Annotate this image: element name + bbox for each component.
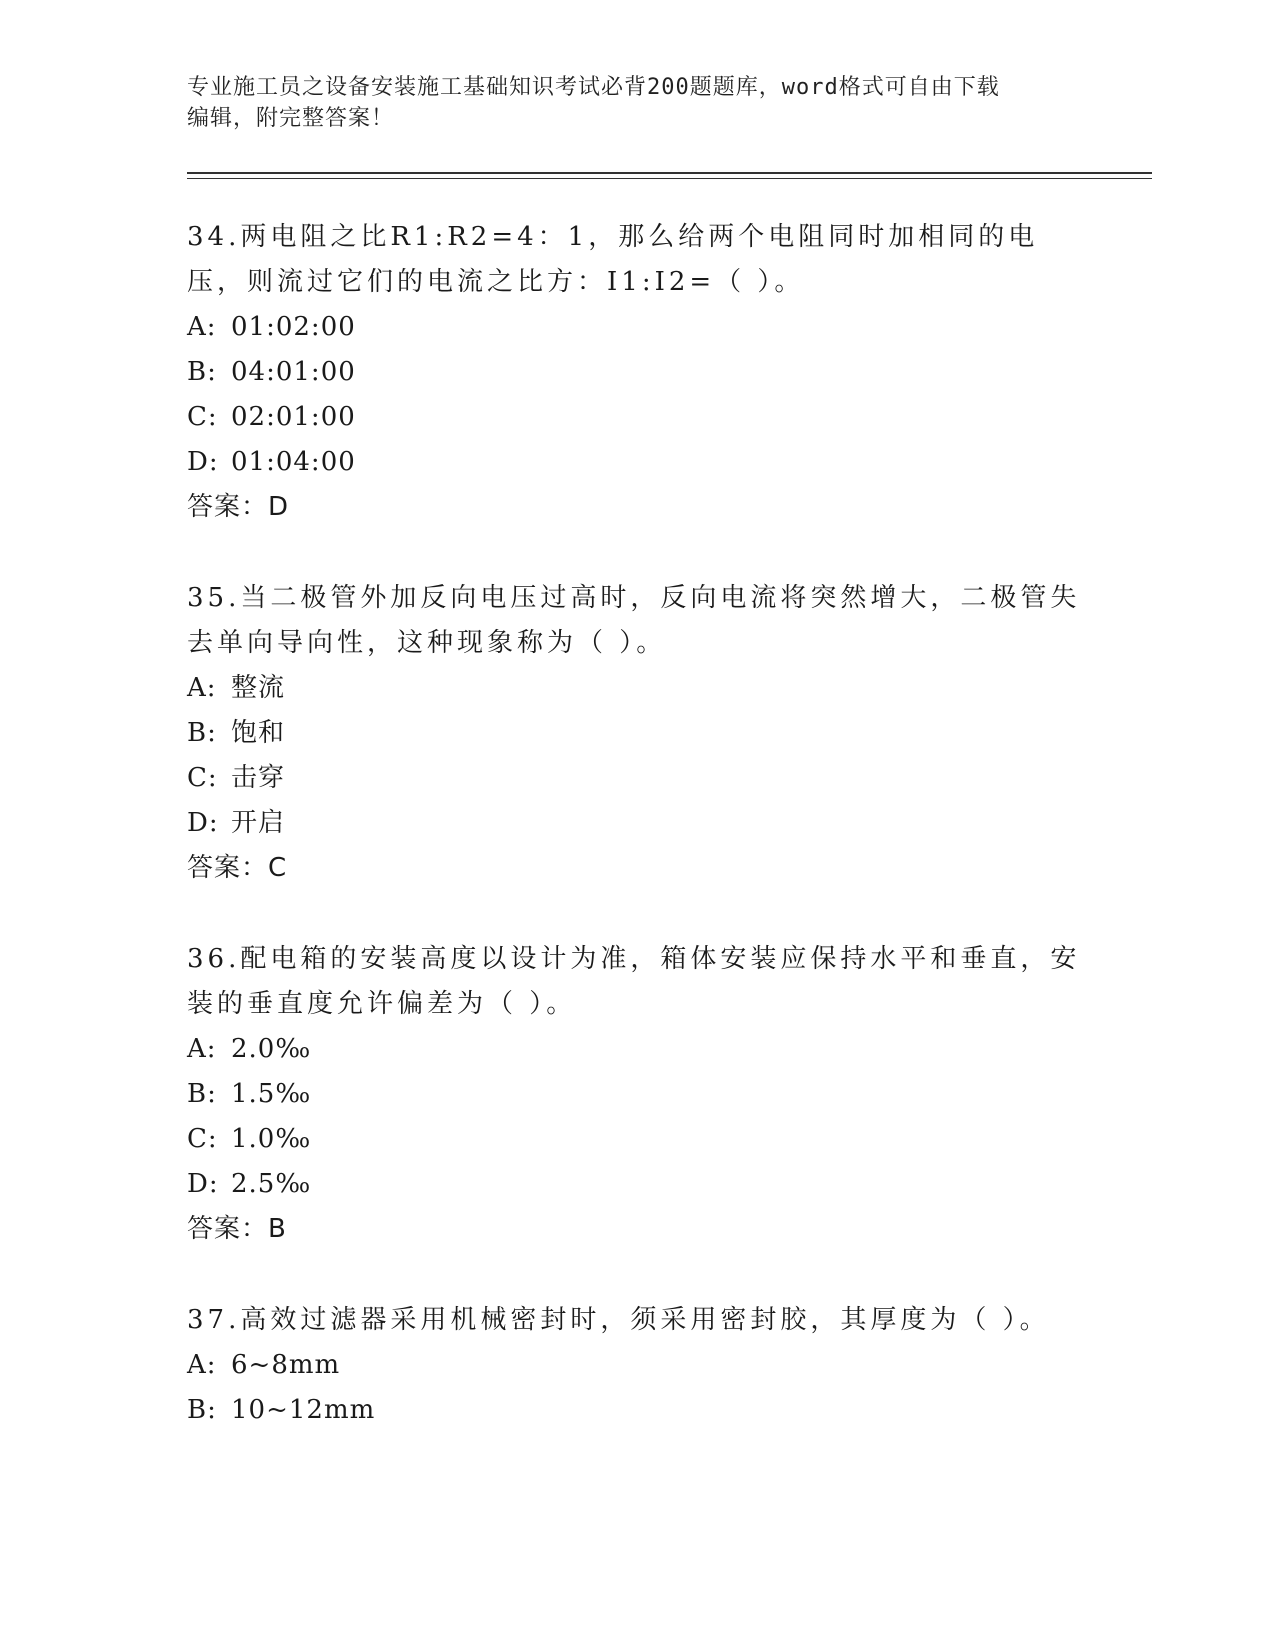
answer: 答案：D xyxy=(187,492,290,522)
option-a xyxy=(187,1027,1147,1072)
option-key: C: xyxy=(187,1124,218,1154)
option-key: B: xyxy=(187,1395,217,1425)
option-a xyxy=(187,666,1147,711)
header-divider xyxy=(187,172,1152,179)
option-b xyxy=(187,350,1147,395)
document-page xyxy=(187,72,1147,1479)
option-value: 整流 xyxy=(231,673,286,703)
option-key: B: xyxy=(187,357,217,387)
option-value: 04:01:00 xyxy=(231,357,356,387)
option-c xyxy=(187,1117,1147,1162)
option-key: B: xyxy=(187,1079,217,1109)
option-key: D: xyxy=(187,1169,219,1199)
option-key: A: xyxy=(187,312,217,342)
option-b xyxy=(187,711,1147,756)
option-key: D: xyxy=(187,808,219,838)
option-value: 1.5‰ xyxy=(231,1079,312,1109)
header-line-2: 编辑，附完整答案！ xyxy=(187,106,395,131)
option-c xyxy=(187,756,1147,801)
option-b xyxy=(187,1072,1147,1117)
option-value: 2.5‰ xyxy=(231,1169,312,1199)
option-value: 6~8mm xyxy=(231,1350,341,1380)
question-35 xyxy=(187,576,1147,891)
option-value: 击穿 xyxy=(231,763,286,793)
option-key: C: xyxy=(187,402,218,432)
header-line-1: 专业施工员之设备安装施工基础知识考试必背200题题库，word格式可自由下载 xyxy=(187,75,1000,100)
option-value: 开启 xyxy=(231,808,286,838)
option-key: D: xyxy=(187,447,219,477)
question-text: 35.当二极管外加反向电压过高时，反向电流将突然增大，二极管失去单向导向性，这种现象称为（ ）。 xyxy=(187,583,1081,658)
option-value: 饱和 xyxy=(231,718,286,748)
option-a xyxy=(187,305,1147,350)
option-d xyxy=(187,1162,1147,1207)
option-a xyxy=(187,1343,1147,1388)
document-header xyxy=(187,72,1067,134)
option-key: A: xyxy=(187,1350,217,1380)
option-b xyxy=(187,1388,1147,1433)
option-value: 02:01:00 xyxy=(231,402,356,432)
option-value: 1.0‰ xyxy=(231,1124,312,1154)
option-key: A: xyxy=(187,673,217,703)
question-text: 37.高效过滤器采用机械密封时，须采用密封胶，其厚度为（ ）。 xyxy=(187,1305,1050,1335)
question-list xyxy=(187,215,1147,1433)
answer: 答案：C xyxy=(187,853,288,883)
option-key: C: xyxy=(187,763,218,793)
question-text: 36.配电箱的安装高度以设计为准，箱体安装应保持水平和垂直，安装的垂直度允许偏差为（ ）。 xyxy=(187,944,1081,1019)
option-value: 2.0‰ xyxy=(231,1034,312,1064)
option-value: 01:04:00 xyxy=(231,447,356,477)
option-key: B: xyxy=(187,718,217,748)
question-37 xyxy=(187,1298,1147,1433)
answer: 答案：B xyxy=(187,1214,287,1244)
option-c xyxy=(187,395,1147,440)
option-value: 01:02:00 xyxy=(231,312,356,342)
question-34 xyxy=(187,215,1147,530)
option-d xyxy=(187,801,1147,846)
option-value: 10~12mm xyxy=(231,1395,376,1425)
question-36 xyxy=(187,937,1147,1252)
option-d xyxy=(187,440,1147,485)
question-text: 34.两电阻之比R1:R2=4：1，那么给两个电阻同时加相同的电压，则流过它们的电流之比方：I1:I2=（ ）。 xyxy=(187,222,1039,297)
option-key: A: xyxy=(187,1034,217,1064)
